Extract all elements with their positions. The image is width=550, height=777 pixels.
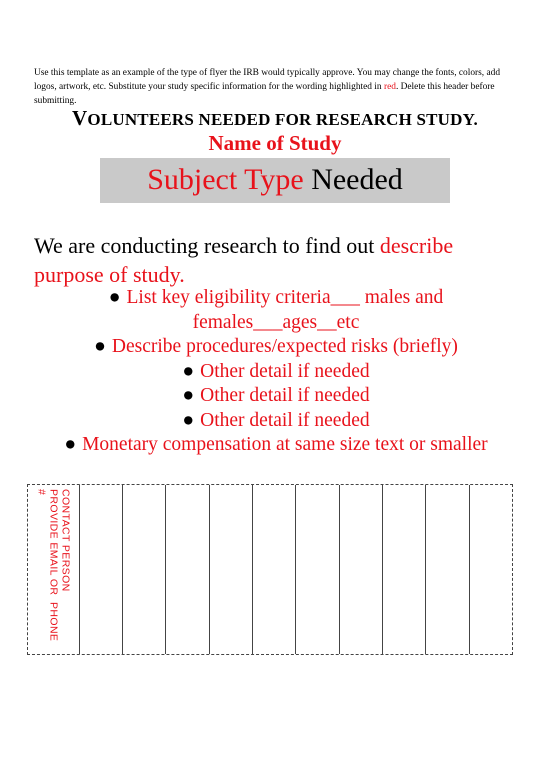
bullet-list (34, 286, 518, 458)
bullet-dot-icon: ● (182, 385, 195, 406)
title-first-letter: V (72, 106, 88, 130)
tear-off-tab (253, 485, 296, 654)
intro-purpose: describe purpose of study. (34, 233, 454, 287)
tear-off-tab (123, 485, 166, 654)
study-intro (34, 231, 504, 289)
bullet-text: Other detail if needed (200, 360, 370, 382)
bullet-text: List key eligibility criteria___ males and females___ages__etc (126, 287, 444, 333)
tab-line-hash: # (35, 489, 48, 496)
bullet-dot-icon: ● (64, 434, 77, 455)
bullet-compensation (34, 433, 518, 458)
tear-off-tab (383, 485, 426, 654)
tear-off-tab (210, 485, 253, 654)
bullet-eligibility (34, 286, 518, 335)
subject-type-banner (100, 158, 450, 203)
template-instructions (34, 66, 524, 108)
title-rest: OLUNTEERS NEEDED FOR RESEARCH STUDY. (87, 110, 478, 129)
bullet-other-detail (34, 409, 518, 434)
bullet-other-detail (34, 384, 518, 409)
tab-line-email: PROVIDE EMAIL OR PHONE (47, 489, 60, 642)
instructions-text: Use this template as an example of the type of flyer the IRB would typically approve. You may change the fonts, colors, add logos, artwork, etc. Substitute your study specific information for the wording highlighted in (34, 68, 501, 92)
bullet-procedures (34, 335, 518, 360)
tab-contact-text (35, 489, 71, 641)
tear-off-tab (28, 485, 80, 654)
bullet-text: Describe procedures/expected risks (briefly) (111, 336, 458, 357)
tear-off-tab (80, 485, 123, 654)
instructions-red-word: red (383, 82, 396, 92)
tab-line-contact: CONTACT PERSON (59, 489, 72, 592)
bullet-dot-icon: ● (182, 360, 195, 382)
bullet-text: Other detail if needed (200, 409, 370, 431)
study-name: Name of Study (208, 131, 342, 155)
bullet-text: Monetary compensation at same size text or smaller (82, 434, 488, 455)
tear-off-tab (166, 485, 209, 654)
tear-off-tab (426, 485, 469, 654)
tear-off-tab (340, 485, 383, 654)
bullet-dot-icon: ● (94, 336, 106, 357)
tear-off-tab (470, 485, 512, 654)
bullet-dot-icon: ● (108, 287, 121, 308)
instructions-text-end: . Delete this header before submitting. (34, 82, 495, 106)
intro-text: We are conducting research to find out (34, 233, 380, 258)
bullet-other-detail (34, 360, 518, 385)
bullet-dot-icon: ● (182, 409, 195, 431)
bullet-text: Other detail if needed (200, 385, 370, 406)
needed-text: Needed (311, 163, 403, 196)
tear-off-tab (296, 485, 339, 654)
subject-type-text: Subject Type (147, 163, 304, 196)
tear-off-tabs (27, 484, 513, 655)
flyer-title (0, 106, 550, 131)
